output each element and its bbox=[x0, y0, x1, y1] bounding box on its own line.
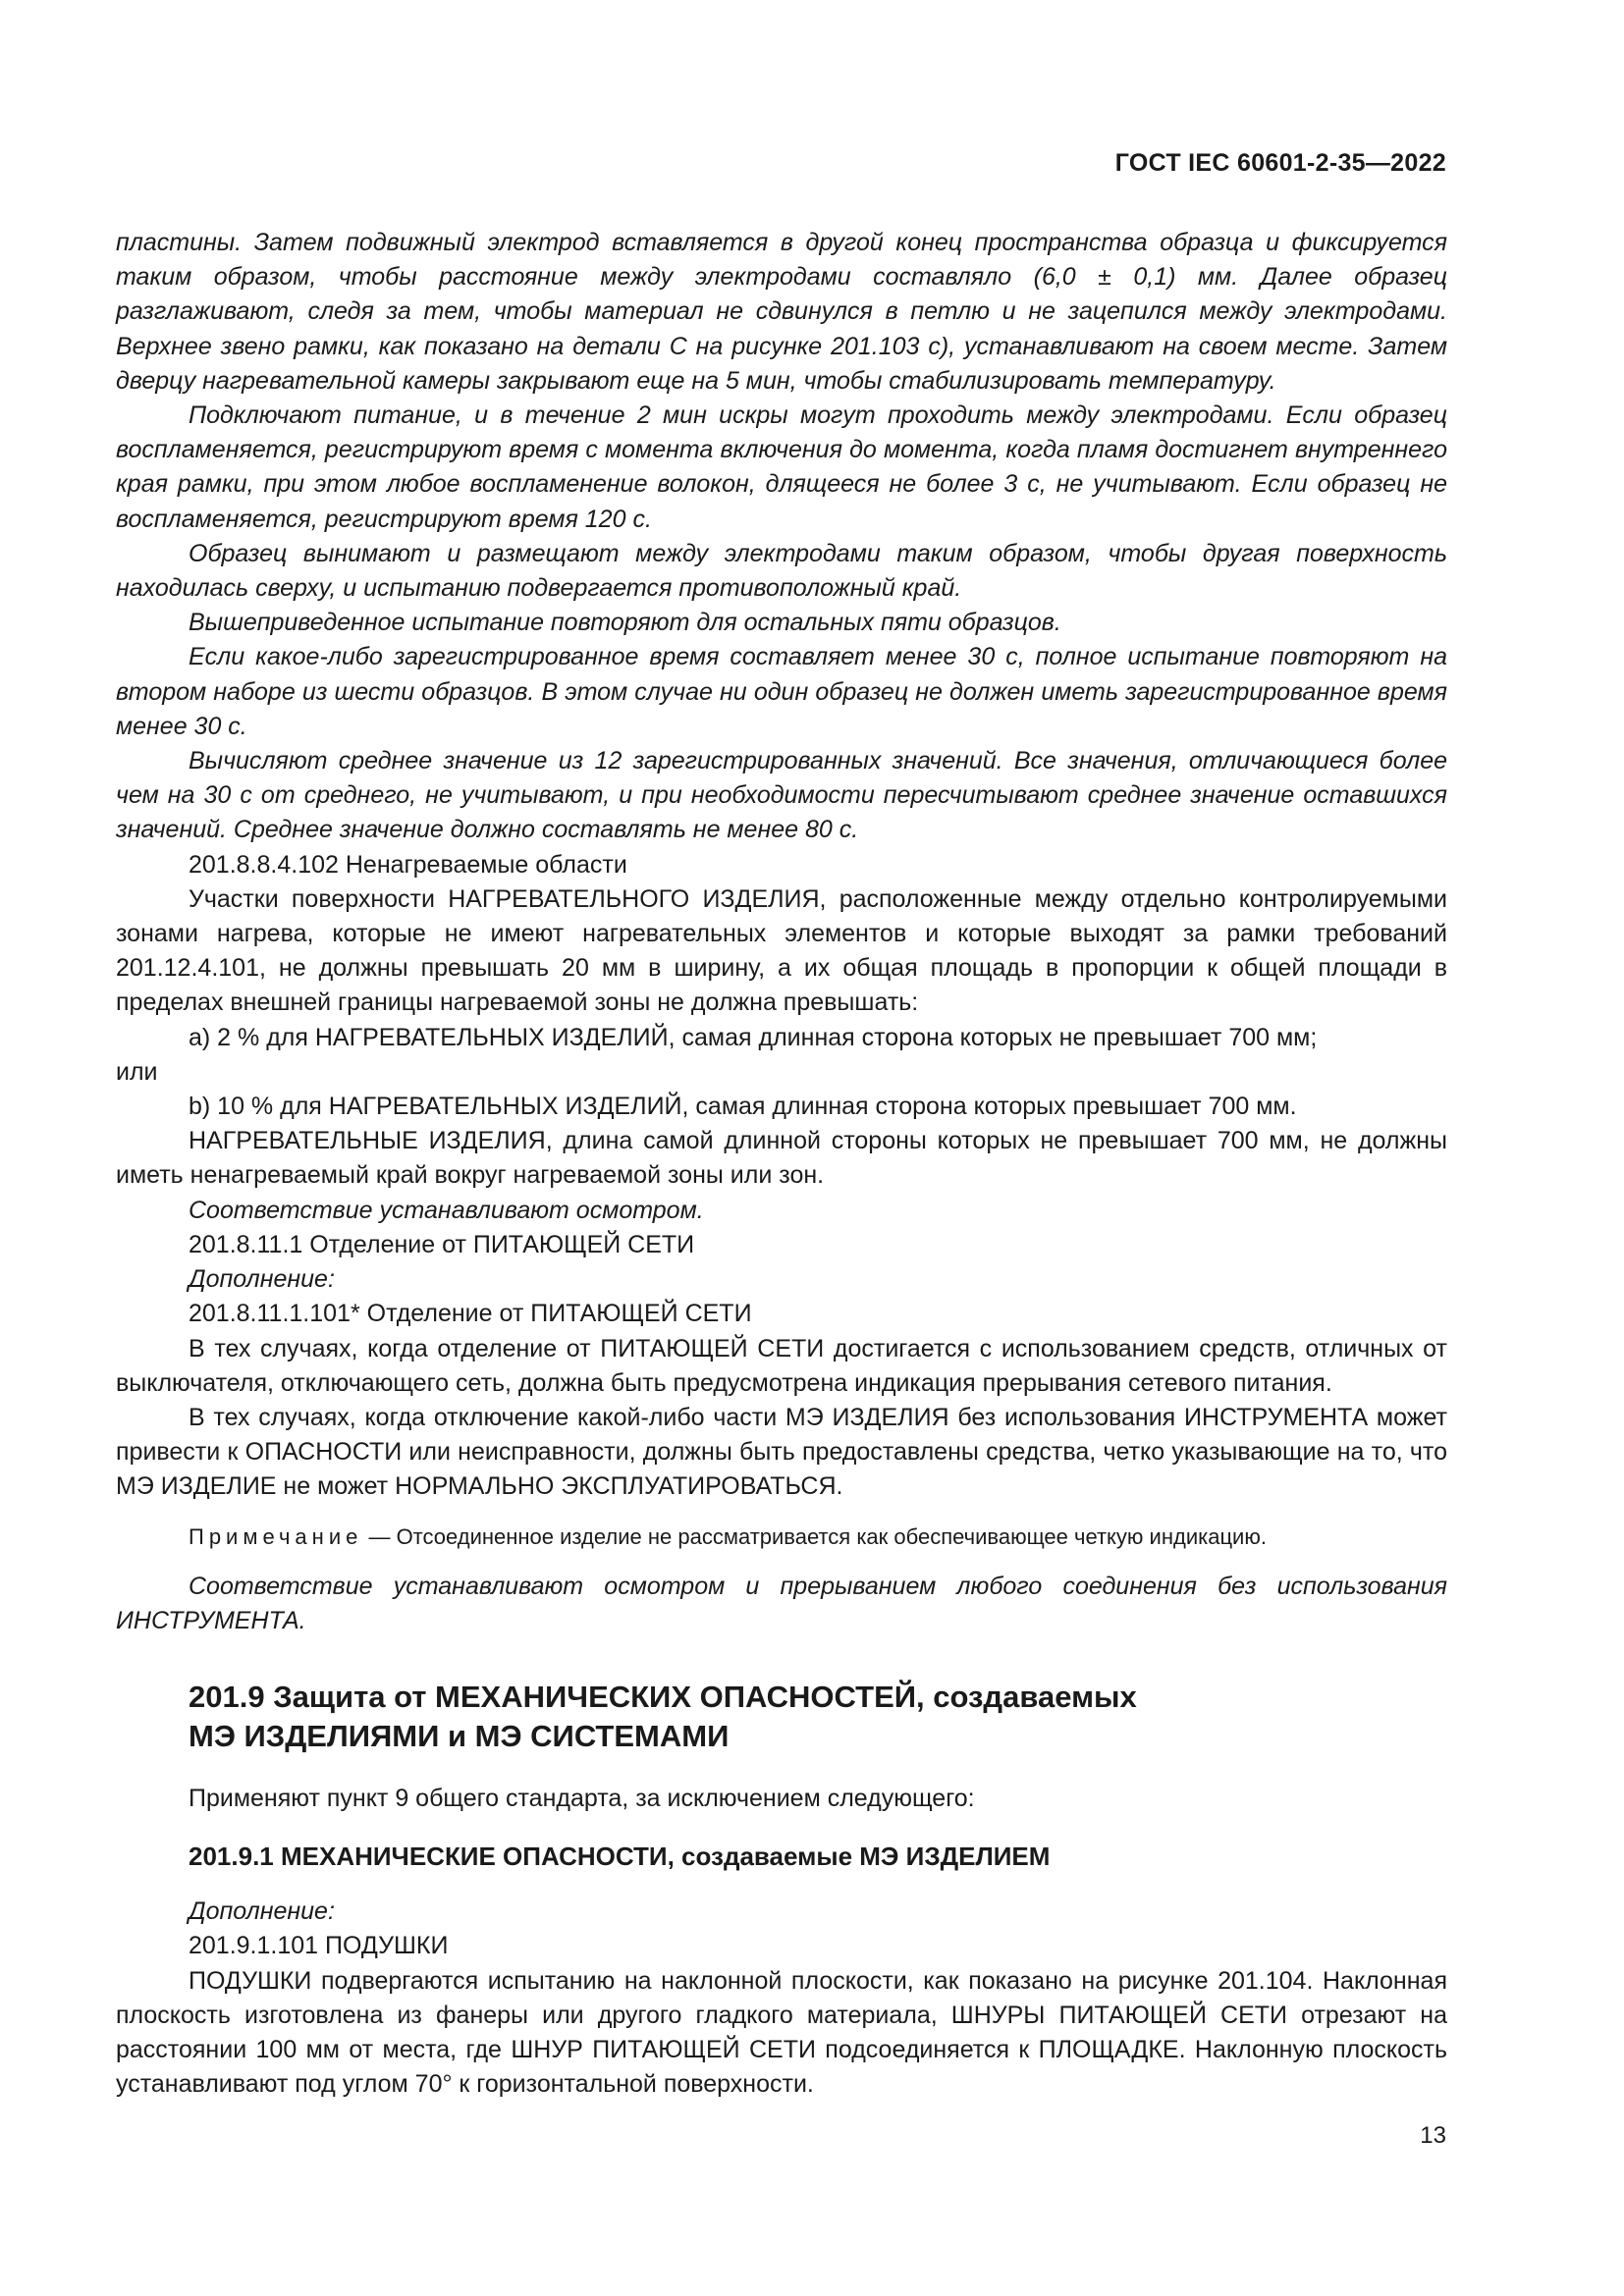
paragraph-second-set: Если какое-либо зарегистрированное время составляет менее 30 с, полное испытание повторяют на втором наборе из шести образцов. В этом случае ни один образец не должен иметь зарегистрированное время менее 30 с. bbox=[116, 643, 1447, 740]
compliance-inspection-interruption: Соответствие устанавливают осмотром и прерыванием любого соединения без использования ИНСТРУМЕНТА. bbox=[116, 1572, 1447, 1634]
list-connector-or: или bbox=[116, 1057, 158, 1086]
paragraph-unheated-areas: Участки поверхности НАГРЕВАТЕЛЬНОГО ИЗДЕЛИЯ, расположенные между отдельно контролируемыми зонами нагрева, которые не имеют нагревательных элементов и которые выходят за рамки требований 201.12.4.101, не должны превышать 20 мм в ширину, а их общая площадь в пропорции к общей площади в пределах внешней границы нагреваемой зоны не должна превышать: bbox=[116, 884, 1447, 1017]
paragraph-disconnection: В тех случаях, когда отключение какой-либо части МЭ ИЗДЕЛИЯ без использования ИНСТРУМЕНТА может привести к ОПАСНОСТИ или неисправности, должны быть предоставлены средства, четко указывающие на то, что МЭ ИЗДЕЛИЕ не может НОРМАЛЬНО ЭКСПЛУАТИРОВАТЬСЯ. bbox=[116, 1403, 1447, 1501]
addition-label: Дополнение: bbox=[189, 1265, 335, 1294]
paragraph-flip-sample: Образец вынимают и размещают между электродами таким образом, чтобы другая поверхность находилась сверху, и испытанию подвергается противоположный край. bbox=[116, 539, 1447, 603]
clause-title-unheated-areas: 201.8.8.4.102 Ненагреваемые области bbox=[189, 850, 627, 879]
paragraph-pillows: ПОДУШКИ подвергаются испытанию на наклонной плоскости, как показано на рисунке 201.104. Наклонная плоскость изготовлена из фанеры или другого гладкого материала, ШНУРЫ ПИТАЮЩЕЙ СЕТИ отрезают на расстоянии 100 мм от места, где ШНУР ПИТАЮЩЕЙ СЕТИ подсоединяется к ПЛОЩАДКЕ. Наклонную плоскость устанавливают под углом 70° к горизонтальной поверхности. bbox=[116, 1966, 1447, 2099]
compliance-inspection: Соответствие устанавливают осмотром. bbox=[189, 1196, 704, 1224]
section-heading bbox=[189, 1678, 1447, 1756]
note-label: Примечание bbox=[189, 1523, 363, 1549]
paragraph-heating-devices-edge: НАГРЕВАТЕЛЬНЫЕ ИЗДЕЛИЯ, длина самой длинной стороны которых не превышает 700 мм, не должны иметь ненагреваемый край вокруг нагреваемой зоны или зон. bbox=[116, 1127, 1447, 1190]
note-text: — Отсоединенное изделие не рассматривается как обеспечивающее четкую индикацию. bbox=[362, 1523, 1267, 1549]
subsection-heading: 201.9.1 МЕХАНИЧЕСКИЕ ОПАСНОСТИ, создаваемые МЭ ИЗДЕЛИЕМ bbox=[189, 1842, 1051, 1872]
paragraph-repeat-test: Вышеприведенное испытание повторяют для остальных пяти образцов. bbox=[189, 609, 1061, 637]
paragraph-mains-indication: В тех случаях, когда отделение от ПИТАЮЩЕЙ СЕТИ достигается с использованием средств, отличных от выключателя, отключающего сеть, должна быть предусмотрена индикация прерывания сетевого питания. bbox=[116, 1334, 1447, 1397]
section-addition-label: Дополнение: bbox=[189, 1897, 335, 1926]
list-item-a: a) 2 % для НАГРЕВАТЕЛЬНЫХ ИЗДЕЛИЙ, самая длинная сторона которых не превышает 700 мм; bbox=[189, 1023, 1318, 1051]
paragraph-test-continuation: пластины. Затем подвижный электрод вставляется в другой конец пространства образца и фиксируется таким образом, чтобы расстояние между электродами составляло (6,0 ± 0,1) мм. Далее образец разглаживают, следя за тем, чтобы материал не сдвинулся в петлю и не зацепился между электродами. Верхнее звено рамки, как показано на детали С на рисунке 201.103 с), устанавливают на своем месте. Затем дверцу нагревательной камеры закрывают еще на 5 мин, чтобы стабилизировать температуру. bbox=[116, 229, 1447, 395]
section-intro: Применяют пункт 9 общего стандарта, за исключением следующего: bbox=[189, 1784, 975, 1812]
clause-title-mains-separation-101: 201.8.11.1.101* Отделение от ПИТАЮЩЕЙ СЕТИ bbox=[189, 1300, 752, 1328]
paragraph-average: Вычисляют среднее значение из 12 зарегистрированных значений. Все значения, отличающиеся более чем на 30 с от среднего, не учитывают, и при необходимости пересчитывают среднее значение оставшихся значений. Среднее значение должно составлять не менее 80 с. bbox=[116, 747, 1447, 844]
paragraph-power-on: Подключают питание, и в течение 2 мин искры могут проходить между электродами. Если образец воспламеняется, регистрируют время с момента включения до момента, когда пламя достигнет внутреннего края рамки, при этом любое воспламенение волокон, длящееся не более 3 с, не учитывают. Если образец не воспламеняется, регистрируют время 120 с. bbox=[116, 401, 1447, 533]
list-item-b: b) 10 % для НАГРЕВАТЕЛЬНЫХ ИЗДЕЛИЙ, самая длинная сторона которых превышает 700 мм. bbox=[189, 1093, 1297, 1121]
section-heading-line2: МЭ ИЗДЕЛИЯМИ и МЭ СИСТЕМАМИ bbox=[189, 1718, 730, 1753]
note bbox=[116, 1522, 1447, 1552]
page-number: 13 bbox=[1420, 2122, 1446, 2149]
page-body bbox=[116, 226, 1447, 2102]
clause-title-mains-separation: 201.8.11.1 Отделение от ПИТАЮЩЕЙ СЕТИ bbox=[189, 1230, 695, 1258]
section-heading-line1: 201.9 Защита от МЕХАНИЧЕСКИХ ОПАСНОСТЕЙ, создаваемых bbox=[189, 1679, 1137, 1714]
document-code: ГОСТ IEC 60601-2-35—2022 bbox=[1114, 149, 1446, 177]
clause-title-pillows: 201.9.1.101 ПОДУШКИ bbox=[189, 1932, 449, 1960]
